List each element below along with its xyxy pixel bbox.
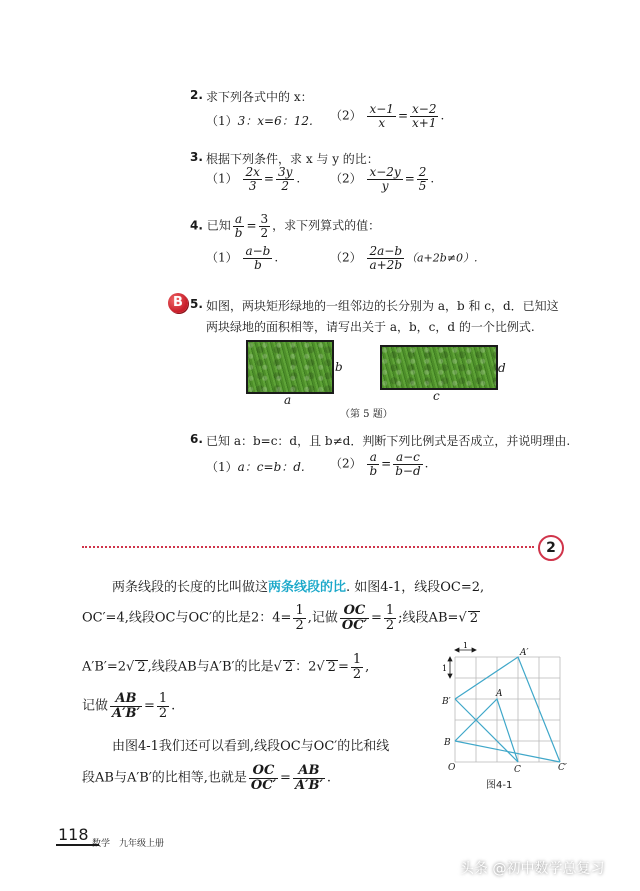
label-B: B [444, 738, 451, 748]
label-A-prime: A′ [520, 648, 529, 658]
fraction: $\frac{1}{2}$ [158, 691, 168, 721]
fraction: $\frac{AB}{A'B'}$ [112, 691, 140, 721]
question-3-number: 3. [190, 150, 203, 164]
question-6-text: 已知 a：b=c：d，且 b≠d．判断下列比例式是否成立，并说明理由. [206, 434, 571, 448]
grass-rect-ab [246, 340, 334, 394]
label-C: C [514, 765, 521, 772]
section-divider [82, 546, 534, 548]
question-6-part-2: （2） $\frac{a}{b}$ = $\frac{a-c}{b-d}$ . [330, 450, 429, 478]
para-line-1: 两条线段的长度的比叫做这两条线段的比. 如图4-1，线段OC=2, [112, 580, 485, 595]
fraction: $\frac{1}{2}$ [385, 603, 395, 633]
question-2-part-1 [206, 112, 313, 129]
question-5-line-2: 两块绿地的面积相等，请写出关于 a，b，c，d 的一个比例式. [206, 320, 535, 334]
figure-caption-q5: （第 5 题） [340, 409, 393, 420]
grid [455, 657, 560, 762]
expression: 3：x=6：12. [237, 114, 313, 128]
fraction: $\frac{a-b}{b}$ [245, 244, 271, 272]
label-a: a [284, 393, 292, 407]
question-4-part-2: （2） $\frac{2a-b}{a+2b}$ （a+2b≠0）. [330, 244, 478, 272]
grass-rect-cd [380, 345, 498, 390]
fraction: $\frac{3y}{2}$ [277, 165, 293, 193]
label-C-prime: C′ [558, 763, 567, 772]
fraction: $\frac{3}{2}$ [260, 212, 269, 240]
expression: a：c=b：d. [237, 460, 305, 474]
fraction: $\frac{a-c}{b-d}$ [395, 450, 421, 478]
label-A: A [496, 689, 503, 699]
para-line-6: 段AB与A′B′的比相等,也就是 $\frac{OC}{OC'}$ = $\frac{AB}{A'B'}$ . [82, 763, 332, 793]
label-O: O [448, 763, 456, 772]
unit-markers [448, 648, 476, 678]
part-label: （1） [206, 114, 238, 128]
sqrt: 2 [137, 659, 146, 675]
section-badge: 2 [538, 535, 564, 561]
para-line-5: 由图4-1我们还可以看到,线段OC与OC′的比和线 [112, 739, 390, 754]
part-label: （2） [330, 171, 362, 186]
question-4-header: 4. 已知 $\frac{a}{b}$ = $\frac{3}{2}$ ，求下列算式的值： [190, 212, 381, 240]
sqrt: 2 [284, 659, 294, 675]
question-3-text: 根据下列条件，求 x 与 y 的比： [206, 152, 379, 166]
fraction: $\frac{2x}{3}$ [245, 165, 260, 193]
level-b-badge: B [168, 293, 188, 313]
para-line-4: 记做 $\frac{AB}{A'B'}$ = $\frac{1}{2}$ . [82, 691, 176, 721]
fraction: $\frac{x-1}{x}$ [369, 102, 394, 130]
fraction: $\frac{a}{b}$ [234, 212, 243, 240]
page-number: 118 [56, 825, 99, 846]
question-4-number: 4. [190, 218, 203, 233]
fraction: $\frac{OC}{OC'}$ [250, 763, 277, 793]
question-6-part-1 [206, 458, 305, 475]
question-3-part-2: （2） $\frac{x-2y}{y}$ = $\frac{2}{5}$ . [330, 165, 435, 193]
watermark: 头条 @初中数学总复习 [460, 861, 605, 877]
fraction: $\frac{a}{b}$ [369, 450, 378, 478]
part-label: （2） [330, 108, 362, 123]
label-d: d [498, 361, 506, 375]
fraction: $\frac{x-2y}{y}$ [369, 165, 401, 193]
question-5-number: 5. [190, 297, 203, 311]
fraction: $\frac{x-2}{x+1}$ [412, 102, 437, 130]
fraction: $\frac{AB}{A'B'}$ [294, 763, 323, 793]
key-term: 两条线段的比 [268, 580, 347, 595]
sqrt: 2 [469, 610, 478, 626]
label-c: c [433, 389, 440, 403]
part-label: （2） [330, 250, 362, 265]
question-5-line-1: 如图，两块矩形绿地的一组邻边的长分别为 a，b 和 c，d．已知这 [206, 299, 559, 313]
part-label: （1） [206, 250, 238, 265]
fraction: $\frac{2a-b}{a+2b}$ [369, 244, 402, 272]
question-2-number: 2. [190, 88, 203, 102]
para-line-2: OC′=4,线段OC与OC′的比是2：4= $\frac{1}{2}$ ,记做 $\frac{OC}{OC'}$ = $\frac{1}{2}$ ;线段AB=√ 2 [82, 603, 478, 633]
part-label: （2） [330, 456, 362, 471]
fraction: $\frac{1}{2}$ [352, 652, 362, 682]
fraction: $\frac{1}{2}$ [295, 603, 304, 633]
figure-4-1 [440, 642, 580, 772]
label-b: b [335, 360, 343, 374]
sqrt: 2 [327, 659, 336, 675]
book-title: 数学 九年级上册 [92, 839, 165, 849]
unit-label-horizontal: 1 [463, 642, 469, 650]
label-B-prime: B′ [442, 697, 451, 707]
question-2-text: 求下列各式中的 x： [206, 90, 313, 104]
unit-label-vertical: 1 [442, 664, 448, 673]
question-2-part-2: （2） $\frac{x-1}{x}$ = $\frac{x-2}{x+1}$ . [330, 102, 445, 130]
question-3-part-1: （1） $\frac{2x}{3}$ = $\frac{3y}{2}$ . [206, 165, 301, 193]
fraction: $\frac{2}{5}$ [418, 165, 427, 193]
figure-caption-4-1: 图4-1 [486, 780, 513, 791]
part-label: （1） [206, 460, 238, 474]
question-6-number: 6. [190, 432, 203, 446]
part-label: （1） [206, 171, 238, 186]
triangles [455, 657, 560, 762]
question-4-part-1: （1） $\frac{a-b}{b}$ . [206, 244, 279, 272]
para-line-3: A′B′=2√ 2 ,线段AB与A′B′的比是√ 2 ：2√ 2 = $\frac{1}{2}$ , [82, 652, 370, 682]
fraction: $\frac{OC}{OC'}$ [341, 603, 367, 633]
